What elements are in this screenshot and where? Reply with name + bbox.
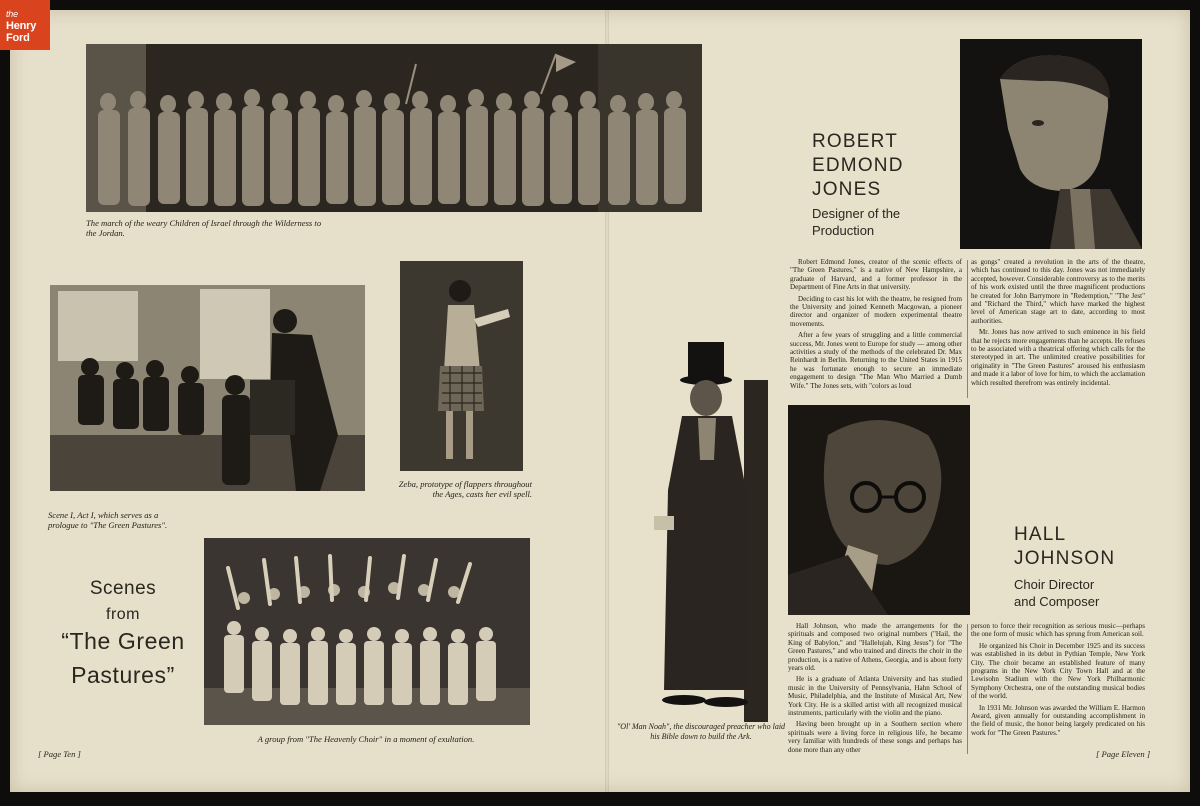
jones-column-1 bbox=[790, 258, 962, 393]
johnson-role bbox=[1014, 576, 1099, 610]
jones-role-line2: Production bbox=[812, 223, 875, 238]
scenes-title-line3: “The Green bbox=[61, 627, 185, 654]
jones-name bbox=[812, 130, 904, 202]
jones-col1-p1: Robert Edmond Jones, creator of the scenic effects of "The Green Pastures," is a native of New Hampshire, a graduate of Harvard, and a former professor in the Department of Fine Arts in that university. bbox=[790, 258, 962, 292]
page-number-left: [ Page Ten ] bbox=[38, 749, 81, 759]
jones-name-line3: JONES bbox=[812, 179, 882, 200]
zeba-caption: Zeba, prototype of flappers throughout the Ages, casts her evil spell. bbox=[398, 479, 532, 499]
johnson-col1-p3: Having been brought up in a Southern section where spirituals were a living force in religious life, he became very familiar with hundreds of these songs and perhaps has done more than any other bbox=[788, 720, 962, 754]
johnson-role-line2: and Composer bbox=[1014, 594, 1100, 609]
johnson-col2-p1: person to force their recognition as serious music—perhaps the one form of music which has sprung from American soil. bbox=[971, 622, 1145, 639]
johnson-column-2 bbox=[971, 622, 1145, 740]
scene1-caption: Scene I, Act I, which serves as a prologue to "The Green Pastures". bbox=[48, 510, 168, 530]
scene1-photo bbox=[50, 285, 365, 491]
jones-col2-p2: Mr. Jones has now arrived to such eminence in his field that he rejects more engagements than he accepts. He refuses to be associated with a theatrical offering which calls for the stereotyped in art. The unlimited creative possibilities for originality in "The Green Pastures" aroused his enthusiasm and made it a labor of love for him, to which the acclamation which resulted therefrom was entirely incidental. bbox=[971, 328, 1145, 387]
johnson-col2-p2: He organized his Choir in December 1925 and its success was established in its debut in Pythian Temple, New York City. The choir became an established feature of many programs in the New York City Town Hall and at the Lewisohn Stadium with the New York Philharmonic Symphony Orchestra, one of the outstanding musical bodies of the world. bbox=[971, 641, 1145, 701]
johnson-name-line1: HALL bbox=[1014, 524, 1067, 545]
logo-line1: the bbox=[6, 9, 18, 19]
magazine-spread bbox=[10, 10, 1190, 792]
jones-column-2 bbox=[971, 258, 1145, 390]
johnson-column-rule bbox=[967, 624, 968, 754]
johnson-portrait bbox=[788, 405, 970, 615]
choir-caption: A group from "The Heavenly Choir" in a moment of exultation. bbox=[257, 734, 475, 744]
jones-role bbox=[812, 205, 900, 239]
march-caption: The march of the weary Children of Israel through the Wilderness to the Jordan. bbox=[86, 218, 322, 238]
zeba-photo bbox=[400, 261, 523, 471]
johnson-name bbox=[1014, 523, 1115, 571]
logo-line3: Ford bbox=[6, 32, 30, 44]
scenes-title bbox=[38, 578, 208, 689]
choir-photo bbox=[204, 538, 530, 725]
johnson-col1-p2: He is a graduate of Atlanta University and has studied music in the University of Pennsylvania, Hahn School of Music, Philadelphia, and the Institute of Musical Art, New York City. He is a skilled artist with all recognized musical instruments, particularly with the violin and the piano. bbox=[788, 675, 962, 718]
noah-photo bbox=[634, 340, 768, 722]
jones-name-line1: ROBERT bbox=[812, 131, 899, 152]
jones-column-rule bbox=[967, 260, 968, 398]
jones-col1-p3: After a few years of struggling and a little commercial success, Mr. Jones went to Europe for study — among other activities a study of the methods of the celebrated Dr. Max Reinhardt in Berlin. Returning to the United States in 1915 he was fortunate enough to secure an immediate engagement to design "The Man Who Married a Dumb Wife." The Jones sets, with "colors as loud bbox=[790, 331, 962, 390]
scenes-title-line1: Scenes bbox=[89, 578, 157, 599]
march-photo bbox=[86, 44, 702, 212]
johnson-role-line1: Choir Director bbox=[1014, 577, 1095, 592]
logo-line2: Henry bbox=[6, 20, 37, 32]
johnson-col1-p1: Hall Johnson, who made the arrangements for the spirituals and composed two original numbers ("Hail, the King of Babylon," and "Hallelujah, King Jesus") for "The Green Pastures," and who trained and directs the choir in the production, is a native of Athens, Georgia, and is about forty years old. bbox=[788, 622, 962, 673]
jones-portrait bbox=[960, 39, 1142, 249]
jones-col1-p2: Deciding to cast his lot with the theatre, he resigned from the University and joined Kenneth Macgowan, a pioneer director and organizer of modern experimental theatre movements. bbox=[790, 294, 962, 328]
johnson-name-line2: JOHNSON bbox=[1014, 548, 1116, 569]
scenes-title-line2: from bbox=[106, 605, 140, 623]
noah-caption: "Ol' Man Noah", the discouraged preacher who laid his Bible down to build the Ark. bbox=[616, 722, 786, 741]
jones-role-line1: Designer of the bbox=[812, 206, 901, 221]
page-number-right: [ Page Eleven ] bbox=[1096, 749, 1151, 759]
jones-name-line2: EDMOND bbox=[812, 155, 904, 176]
henry-ford-logo bbox=[0, 0, 50, 50]
scenes-title-line4: Pastures” bbox=[71, 661, 175, 688]
johnson-col2-p3: In 1931 Mr. Johnson was awarded the William E. Harmon Award, given annually for outstanding accomplishment in the field of music, the honor being largely predicated on his work for "The Green Pastures." bbox=[971, 703, 1145, 737]
johnson-column-1 bbox=[788, 622, 962, 757]
jones-col2-p1: as gongs" created a revolution in the arts of the theatre, which has continued to this day. Jones was not immediately accepted, however. Considerable controversy as to the merits of his work existed until the three magnificent productions he created for John Barrymore in "Redemption," "The Jest" and "Richard the Third," which have marked the highest level of American stage art to date, according to most authorities. bbox=[971, 258, 1145, 325]
